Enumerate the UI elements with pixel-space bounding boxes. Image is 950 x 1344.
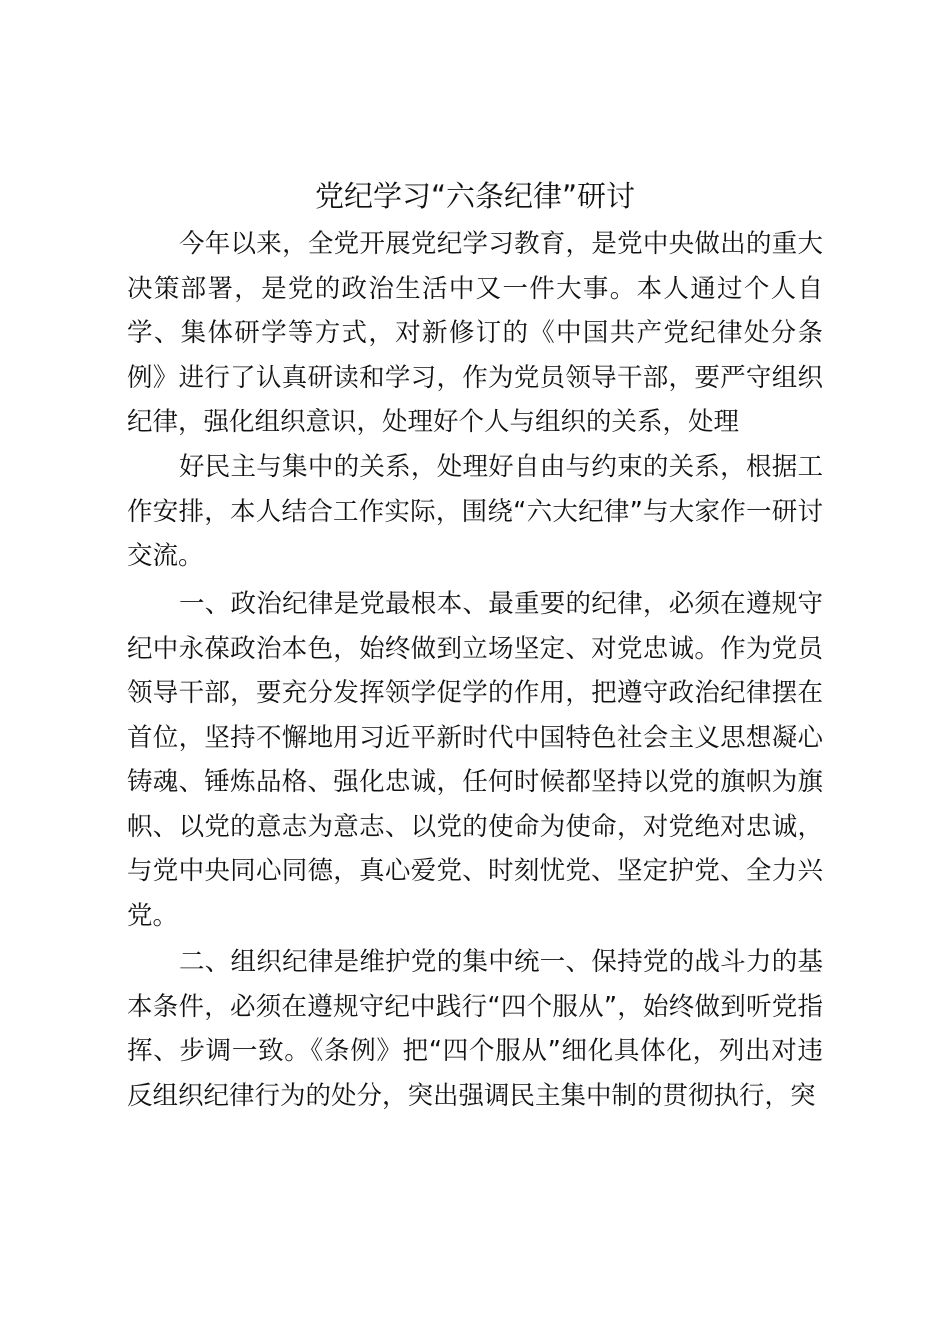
paragraph-political-discipline: 一、政治纪律是党最根本、最重要的纪律，必须在遵规守纪中永葆政治本色，始终做到立场坚定、对党忠诚。作为党员领导干部，要充分发挥领学促学的作用，把遵守政治纪律摆在首位，坚持不懈地用习近平新时代中国特色社会主义思想凝心铸魂、锤炼品格、强化忠诚，任何时候都坚持以党的旗帜为旗帜、以党的意志为意志、以党的使命为使命，对党绝对忠诚，与党中央同心同德，真心爱党、时刻忧党、坚定护党、全力兴党。 <box>127 589 823 931</box>
document-title: 党纪学习“六条纪律”研讨 <box>314 179 636 213</box>
paragraph-organizational-discipline: 二、组织纪律是维护党的集中统一、保持党的战斗力的基本条件，必须在遵规守纪中践行“四个服从”，始终做到听党指挥、步调一致。《条例》把“四个服从”细化具体化，列出对违反组织纪律行为的处分，突出强调民主集中制的贯彻执行，突 <box>127 947 823 1111</box>
paragraph-intro-continued: 好民主与集中的关系，处理好自由与约束的关系，根据工作安排，本人结合工作实际，围绕“六大纪律”与大家作一研讨交流。 <box>127 452 823 571</box>
paragraph-intro: 今年以来，全党开展党纪学习教育，是党中央做出的重大决策部署，是党的政治生活中又一件大事。本人通过个人自学、集体研学等方式，对新修订的《中国共产党纪律处分条例》进行了认真研读和学习，作为党员领导干部，要严守组织纪律，强化组织意识，处理好个人与组织的关系，处理 <box>127 229 823 437</box>
